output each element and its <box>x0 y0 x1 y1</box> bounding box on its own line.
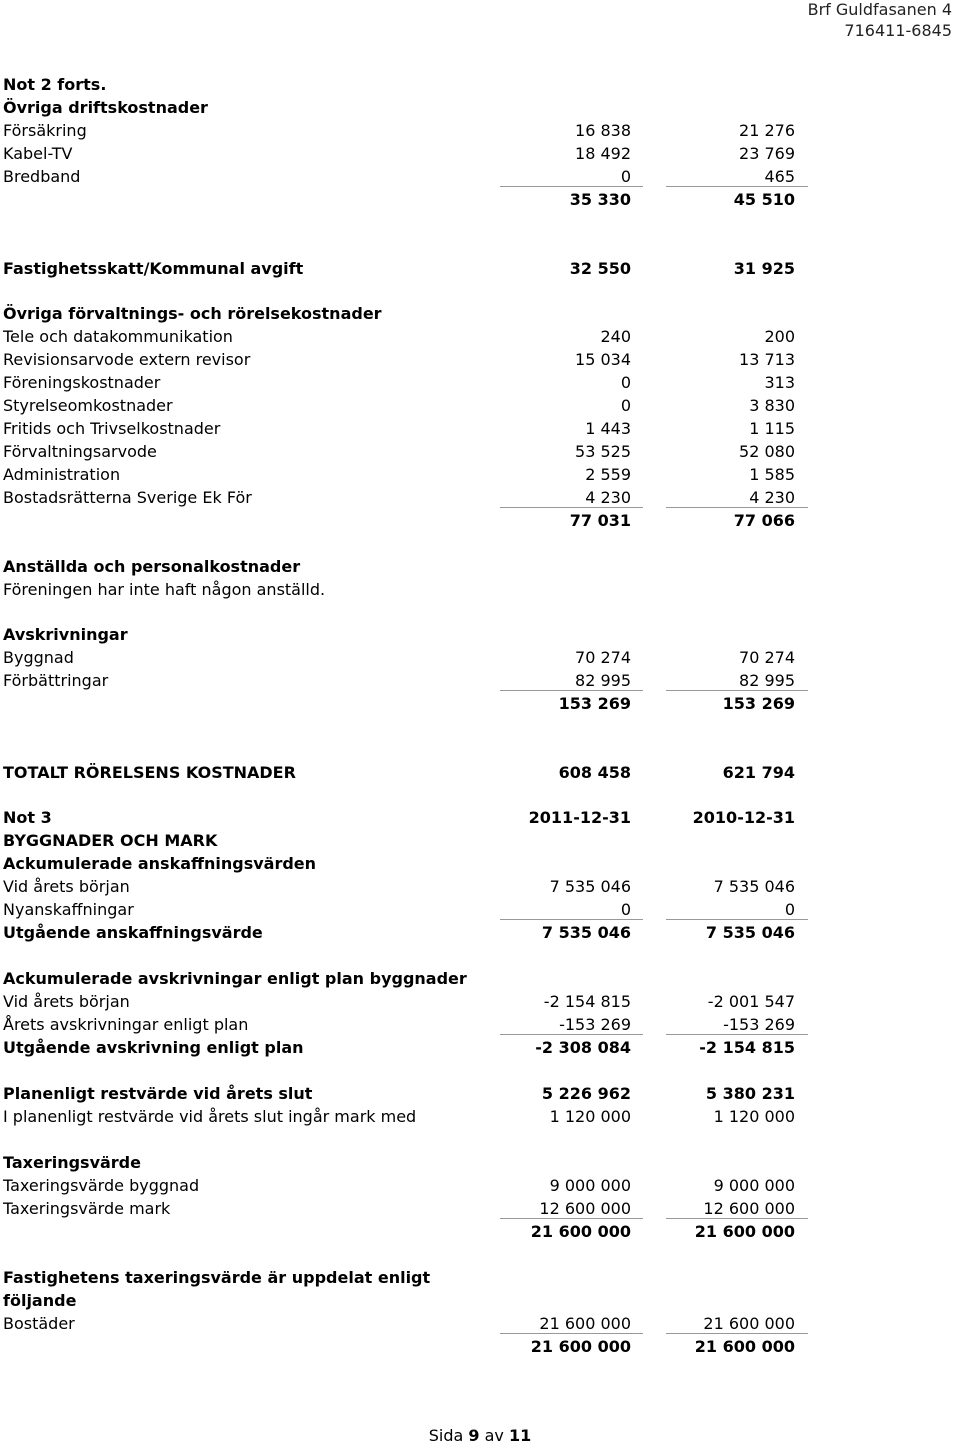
row-label: Förvaltningsarvode <box>3 442 157 461</box>
value-current-year: 5 226 962 <box>541 1084 631 1103</box>
table-row <box>3 1312 953 1335</box>
table-row <box>3 119 953 142</box>
value-previous-year: 21 600 000 <box>666 1312 808 1334</box>
value-current-year: 7 535 046 <box>549 877 631 896</box>
value-previous-year: 77 066 <box>733 511 795 530</box>
table-row <box>3 852 953 875</box>
value-previous-year: 21 276 <box>739 121 795 140</box>
table-row <box>3 623 953 646</box>
row-label: Bostadsrätterna Sverige Ek För <box>3 488 252 507</box>
row-label: Administration <box>3 465 121 484</box>
row-label: I planenligt restvärde vid årets slut ingår mark med <box>3 1107 417 1126</box>
value-previous-year: 21 600 000 <box>694 1222 795 1241</box>
table-row <box>3 990 953 1013</box>
row-label: Fastighetsskatt/Kommunal avgift <box>3 259 304 278</box>
row-label: Ackumulerade anskaffningsvärden <box>3 854 317 873</box>
row-label: Vid årets början <box>3 877 130 896</box>
row-label: följande <box>3 1291 77 1310</box>
value-previous-year: 3 830 <box>749 396 795 415</box>
row-label: Kabel-TV <box>3 144 73 163</box>
value-current-year: 9 000 000 <box>549 1176 631 1195</box>
table-row <box>3 1105 953 1128</box>
value-current-year: 0 <box>620 373 631 392</box>
table-row <box>3 1335 953 1358</box>
row-label: BYGGNADER OCH MARK <box>3 831 218 850</box>
row-label: Utgående avskrivning enligt plan <box>3 1038 304 1057</box>
table-row <box>3 806 953 829</box>
table-row <box>3 1266 953 1289</box>
table-row <box>3 578 953 601</box>
row-label: Taxeringsvärde byggnad <box>3 1176 200 1195</box>
value-previous-year: 153 269 <box>722 694 795 713</box>
value-previous-year: 45 510 <box>733 190 795 209</box>
table-row <box>3 1220 953 1243</box>
table-row <box>3 142 953 165</box>
value-current-year: 70 274 <box>575 648 631 667</box>
row-label: Not 2 forts. <box>3 75 107 94</box>
value-previous-year: 7 535 046 <box>713 877 795 896</box>
row-label: Avskrivningar <box>3 625 128 644</box>
value-current-year: -153 269 <box>500 1013 643 1035</box>
table-row <box>3 1082 953 1105</box>
page-footer <box>0 1426 960 1445</box>
table-row <box>3 325 953 348</box>
value-current-year: 2011-12-31 <box>528 808 631 827</box>
value-current-year: -2 154 815 <box>543 992 631 1011</box>
value-previous-year: 9 000 000 <box>713 1176 795 1195</box>
value-current-year: 32 550 <box>569 259 631 278</box>
value-current-year: 2 559 <box>585 465 631 484</box>
table-row <box>3 440 953 463</box>
row-label: Föreningen har inte haft någon anställd. <box>3 580 326 599</box>
header-org-number: 716411-6845 <box>844 21 952 40</box>
row-label: Föreningskostnader <box>3 373 161 392</box>
value-previous-year: -153 269 <box>666 1013 808 1035</box>
table-row <box>3 1036 953 1059</box>
table-row <box>3 692 953 715</box>
value-current-year: 77 031 <box>569 511 631 530</box>
table-row <box>3 417 953 440</box>
row-label: Taxeringsvärde <box>3 1153 141 1172</box>
row-label: Revisionsarvode extern revisor <box>3 350 251 369</box>
value-current-year: 21 600 000 <box>530 1337 631 1356</box>
value-previous-year: 12 600 000 <box>666 1197 808 1219</box>
value-previous-year: 82 995 <box>666 669 808 691</box>
row-label: Förbättringar <box>3 671 109 690</box>
row-label: Utgående anskaffningsvärde <box>3 923 263 942</box>
row-label: Not 3 <box>3 808 52 827</box>
value-previous-year: 70 274 <box>739 648 795 667</box>
row-label: TOTALT RÖRELSENS KOSTNADER <box>3 763 296 782</box>
value-current-year: 608 458 <box>558 763 631 782</box>
value-current-year: 16 838 <box>575 121 631 140</box>
table-row <box>3 371 953 394</box>
table-row <box>3 875 953 898</box>
value-current-year: 0 <box>500 898 643 920</box>
value-previous-year: 621 794 <box>722 763 795 782</box>
value-current-year: 1 120 000 <box>549 1107 631 1126</box>
value-previous-year: 7 535 046 <box>705 923 795 942</box>
table-row <box>3 486 953 509</box>
value-current-year: 0 <box>500 165 643 187</box>
value-current-year: 18 492 <box>575 144 631 163</box>
value-current-year: 53 525 <box>575 442 631 461</box>
table-row <box>3 921 953 944</box>
table-row <box>3 165 953 188</box>
row-label: Fritids och Trivselkostnader <box>3 419 221 438</box>
row-label: Övriga driftskostnader <box>3 98 208 117</box>
row-label: Ackumulerade avskrivningar enligt plan byggnader <box>3 969 467 988</box>
table-row <box>3 1174 953 1197</box>
value-current-year: 82 995 <box>500 669 643 691</box>
page-label: Sida <box>428 1426 464 1445</box>
table-row <box>3 1197 953 1220</box>
row-label: Styrelseomkostnader <box>3 396 173 415</box>
table-row <box>3 555 953 578</box>
row-label: Planenligt restvärde vid årets slut <box>3 1084 313 1103</box>
value-current-year: -2 308 084 <box>535 1038 631 1057</box>
page-separator: av <box>484 1426 504 1445</box>
row-label: Anställda och personalkostnader <box>3 557 301 576</box>
value-previous-year: 52 080 <box>739 442 795 461</box>
row-label: Bostäder <box>3 1314 75 1333</box>
value-current-year: 153 269 <box>558 694 631 713</box>
table-row <box>3 394 953 417</box>
value-previous-year: 1 120 000 <box>713 1107 795 1126</box>
row-label: Övriga förvaltnings- och rörelsekostnader <box>3 304 382 323</box>
table-row <box>3 188 953 211</box>
row-label: Bredband <box>3 167 81 186</box>
value-previous-year: 313 <box>764 373 795 392</box>
value-current-year: 15 034 <box>575 350 631 369</box>
row-label: Nyanskaffningar <box>3 900 134 919</box>
table-row <box>3 829 953 852</box>
value-current-year: 21 600 000 <box>530 1222 631 1241</box>
table-row <box>3 761 953 784</box>
table-row <box>3 1013 953 1036</box>
row-label: Taxeringsvärde mark <box>3 1199 171 1218</box>
value-previous-year: -2 154 815 <box>699 1038 795 1057</box>
table-row <box>3 96 953 119</box>
table-row <box>3 967 953 990</box>
table-row <box>3 463 953 486</box>
value-previous-year: 4 230 <box>666 486 808 508</box>
value-previous-year: 0 <box>666 898 808 920</box>
value-current-year: 1 443 <box>585 419 631 438</box>
value-previous-year: 465 <box>666 165 808 187</box>
value-previous-year: 5 380 231 <box>705 1084 795 1103</box>
row-label: Årets avskrivningar enligt plan <box>3 1015 249 1034</box>
table-row <box>3 302 953 325</box>
table-row <box>3 257 953 280</box>
value-previous-year: 1 115 <box>749 419 795 438</box>
row-label: Vid årets början <box>3 992 130 1011</box>
table-row <box>3 348 953 371</box>
value-previous-year: 23 769 <box>739 144 795 163</box>
value-previous-year: 31 925 <box>733 259 795 278</box>
value-previous-year: -2 001 547 <box>707 992 795 1011</box>
table-row <box>3 669 953 692</box>
table-row <box>3 646 953 669</box>
value-previous-year: 21 600 000 <box>694 1337 795 1356</box>
value-current-year: 4 230 <box>500 486 643 508</box>
table-row <box>3 73 953 96</box>
value-previous-year: 13 713 <box>739 350 795 369</box>
table-row <box>3 898 953 921</box>
value-current-year: 21 600 000 <box>500 1312 643 1334</box>
value-current-year: 35 330 <box>569 190 631 209</box>
table-row <box>3 1151 953 1174</box>
value-previous-year: 200 <box>764 327 795 346</box>
value-current-year: 12 600 000 <box>500 1197 643 1219</box>
value-current-year: 240 <box>600 327 631 346</box>
table-row <box>3 509 953 532</box>
value-previous-year: 2010-12-31 <box>692 808 795 827</box>
row-label: Fastighetens taxeringsvärde är uppdelat enligt <box>3 1268 431 1287</box>
page-total: 11 <box>509 1426 532 1445</box>
value-current-year: 0 <box>620 396 631 415</box>
table-row <box>3 1289 953 1312</box>
page-number: 9 <box>468 1426 480 1445</box>
value-previous-year: 1 585 <box>749 465 795 484</box>
row-label: Tele och datakommunikation <box>3 327 233 346</box>
row-label: Byggnad <box>3 648 74 667</box>
row-label: Försäkring <box>3 121 87 140</box>
value-current-year: 7 535 046 <box>541 923 631 942</box>
header-org-name: Brf Guldfasanen 4 <box>807 0 952 19</box>
